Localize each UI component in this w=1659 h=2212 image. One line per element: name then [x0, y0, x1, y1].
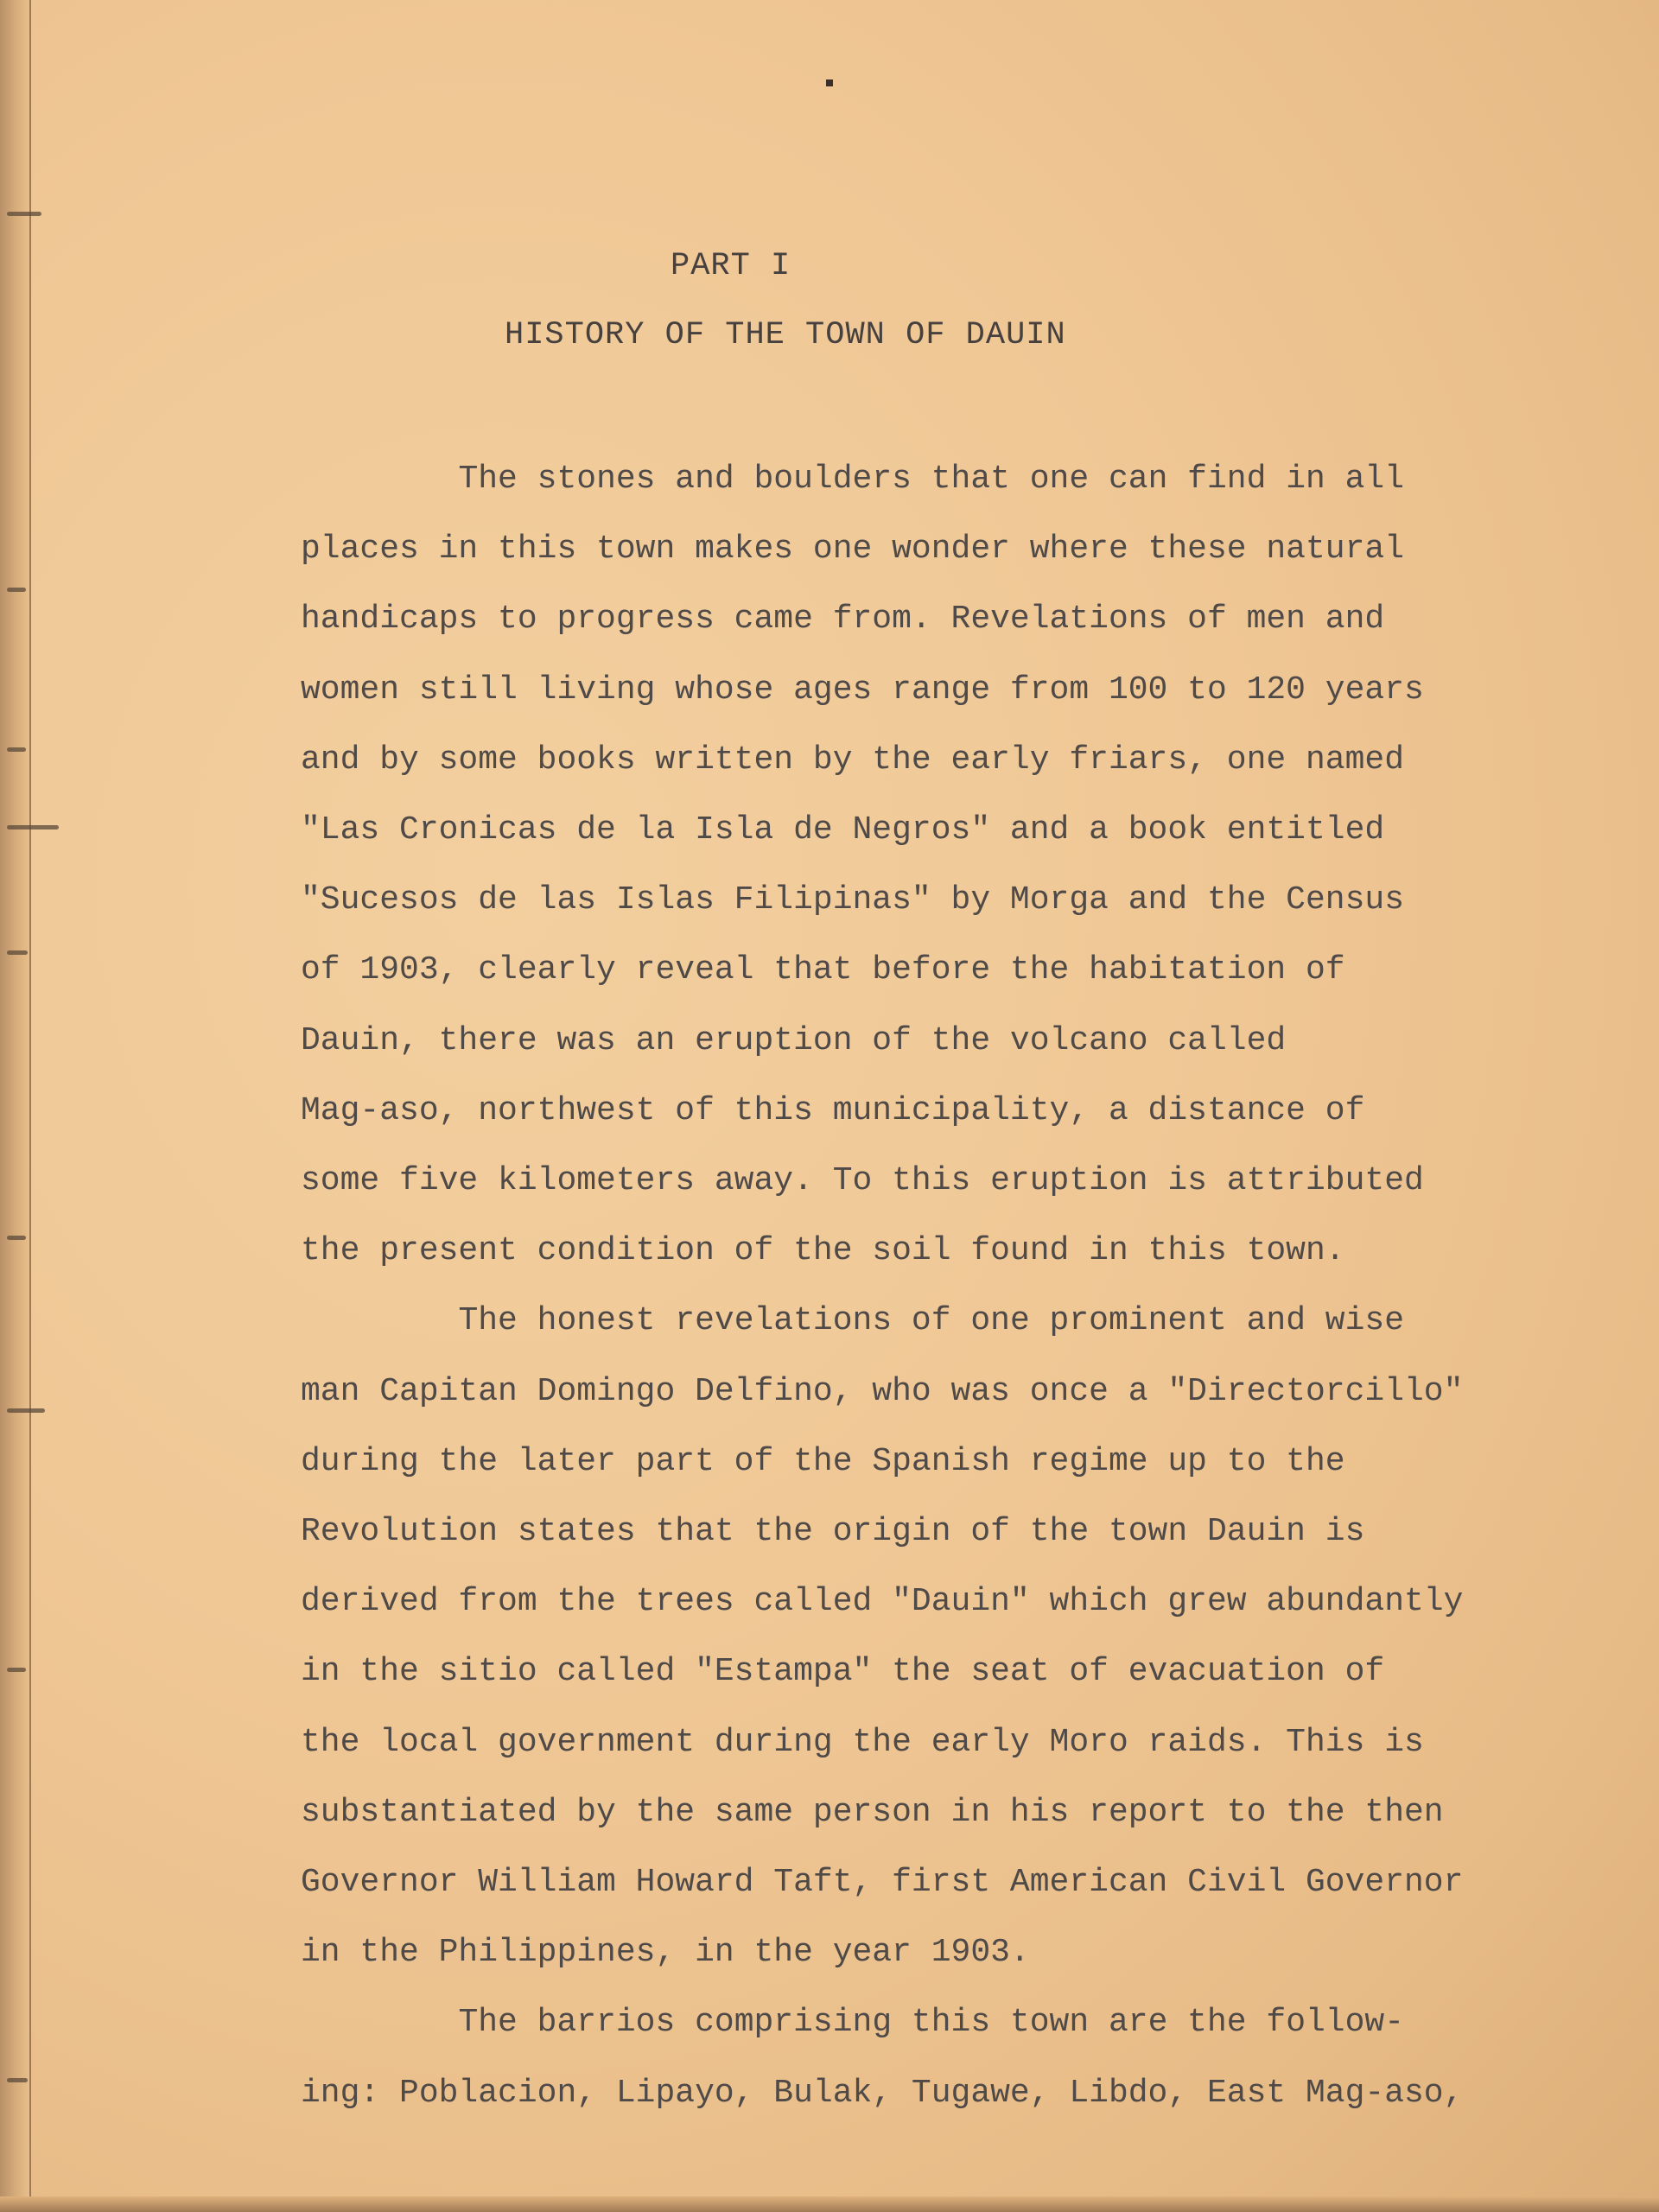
text-line: the present condition of the soil found in this town. — [301, 1232, 1345, 1270]
text-line: ing: Poblacion, Lipayo, Bulak, Tugawe, Libdo, East Mag-aso, — [301, 2074, 1464, 2112]
binding-hole — [7, 2078, 28, 2082]
text-line: man Capitan Domingo Delfino, who was once a "Directorcillo" — [301, 1372, 1464, 1410]
text-line: "Sucesos de las Islas Filipinas" by Morga and the Census — [301, 881, 1405, 919]
text-line: Dauin, there was an eruption of the volcano called — [301, 1021, 1287, 1059]
text-line: Revolution states that the origin of the town Dauin is — [301, 1513, 1365, 1551]
text-line: handicaps to progress came from. Revelations of men and — [301, 601, 1385, 639]
text-line: some five kilometers away. To this eruption is attributed — [301, 1162, 1424, 1200]
text-line: women still living whose ages range from 100 to 120 years — [301, 671, 1424, 709]
typed-page — [301, 232, 1554, 2133]
binding-hole — [7, 1408, 45, 1413]
text-line: The stones and boulders that one can find in all — [301, 461, 1405, 498]
text-line: during the later part of the Spanish regime up to the — [301, 1442, 1345, 1480]
text-line: the local government during the early Moro raids. This is — [301, 1723, 1424, 1761]
paper-speck — [826, 79, 833, 86]
paragraph — [301, 444, 1554, 1286]
paragraph — [301, 1286, 1554, 1987]
paragraph — [301, 1987, 1554, 2127]
page-bottom-edge — [0, 2196, 1659, 2212]
text-line: places in this town makes one wonder where these natural — [301, 531, 1405, 569]
binding-hole — [7, 1236, 26, 1240]
binding-hole — [7, 747, 26, 752]
text-line: Mag-aso, northwest of this municipality, a distance of — [301, 1091, 1365, 1129]
text-line: The barrios comprising this town are the follow- — [301, 2004, 1405, 2042]
text-line: substantiated by the same person in his report to the then — [301, 1793, 1444, 1831]
binding-hole — [7, 588, 26, 592]
text-line: derived from the trees called "Dauin" which grew abundantly — [301, 1583, 1464, 1621]
title-spacer — [301, 370, 1554, 444]
part-label: PART I — [671, 248, 791, 284]
body-text — [301, 444, 1554, 2128]
text-line: The honest revelations of one prominent and wise — [301, 1302, 1405, 1340]
binding-hole — [7, 212, 41, 216]
text-line: "Las Cronicas de la Isla de Negros" and a book entitled — [301, 811, 1385, 849]
binding-hole — [7, 950, 28, 955]
text-line: of 1903, clearly reveal that before the habitation of — [301, 951, 1345, 989]
binding-hole — [7, 1668, 26, 1672]
text-line: in the Philippines, in the year 1903. — [301, 1934, 1030, 1972]
text-line: in the sitio called "Estampa" the seat of evacuation of — [301, 1653, 1385, 1691]
text-line: and by some books written by the early friars, one named — [301, 741, 1405, 779]
text-line: Governor William Howard Taft, first American Civil Governor — [301, 1864, 1464, 1902]
document-title: HISTORY OF THE TOWN OF DAUIN — [505, 317, 1066, 353]
binding-hole — [7, 825, 59, 830]
binding-holes — [0, 0, 69, 2212]
